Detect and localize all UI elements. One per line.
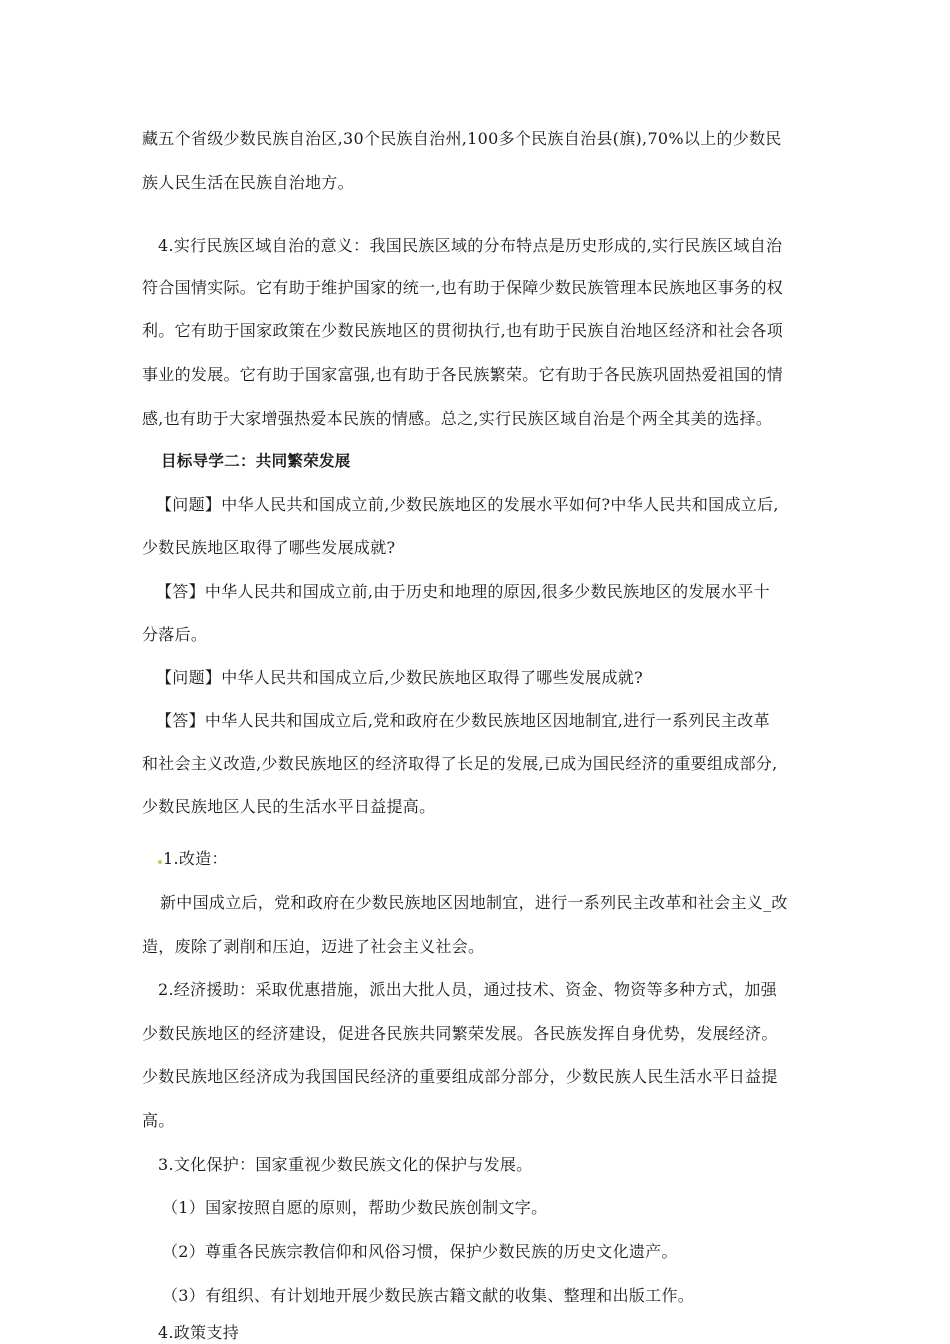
text-line: 少数民族地区经济成为我国国民经济的重要组成部分部分，少数民族人民生活水平日益提 (142, 1067, 778, 1086)
text-line: 族人民生活在民族自治地方。 (142, 173, 354, 192)
text-line (158, 846, 228, 869)
text-line: 新中国成立后，党和政府在少数民族地区因地制宜，进行一系列民主改革和社会主义_改 (160, 893, 788, 912)
text-line: 分落后。 (142, 625, 208, 644)
section-heading: 目标导学二：共同繁荣发展 (161, 452, 351, 470)
text-line: 4.实行民族区域自治的意义：我国民族区域的分布特点是历史形成的,实行民族区域自治 (158, 236, 783, 255)
text-line: 造，废除了剥削和压迫，迈进了社会主义社会。 (142, 937, 485, 956)
text-line: 【答】中华人民共和国成立后,党和政府在少数民族地区因地制宜,进行一系列民主改革 (156, 711, 770, 730)
text-line: 和社会主义改造,少数民族地区的经济取得了长足的发展,已成为国民经济的重要组成部分, (142, 754, 778, 773)
text-line: 【答】中华人民共和国成立前,由于历史和地理的原因,很多少数民族地区的发展水平十 (156, 582, 770, 601)
text-line: （3）有组织、有计划地开展少数民族古籍文献的收集、整理和出版工作。 (162, 1286, 695, 1305)
text-line: （2）尊重各民族宗教信仰和风俗习惯，保护少数民族的历史文化遗产。 (162, 1242, 678, 1261)
text-line: （1）国家按照自愿的原则，帮助少数民族创制文字。 (162, 1198, 548, 1217)
text-line: 少数民族地区人民的生活水平日益提高。 (142, 797, 436, 816)
text-line: 【问题】中华人民共和国成立后,少数民族地区取得了哪些发展成就? (156, 668, 643, 687)
margin-mark-icon (158, 860, 162, 864)
text-line: 【问题】中华人民共和国成立前,少数民族地区的发展水平如何?中华人民共和国成立后, (156, 495, 779, 514)
text-line: 符合国情实际。它有助于维护国家的统一,也有助于保障少数民族管理本民族地区事务的权 (142, 278, 784, 297)
text-line: 感,也有助于大家增强热爱本民族的情感。总之,实行民族区域自治是个两全其美的选择。 (142, 409, 773, 428)
text-line: 3.文化保护：国家重视少数民族文化的保护与发展。 (158, 1155, 533, 1174)
text-line: 少数民族地区的经济建设，促进各民族共同繁荣发展。各民族发挥自身优势，发展经济。 (142, 1024, 778, 1043)
text-line-content: 1.改造： (163, 849, 228, 868)
text-line: 4.政策支持 (158, 1323, 240, 1342)
text-line: 藏五个省级少数民族自治区,30个民族自治州,100多个民族自治县(旗),70%以上的少数民 (142, 129, 782, 148)
text-line: 2.经济援助：采取优惠措施，派出大批人员，通过技术、资金、物资等多种方式，加强 (158, 980, 777, 999)
text-line: 高。 (142, 1111, 175, 1130)
text-line: 事业的发展。它有助于国家富强,也有助于各民族繁荣。它有助于各民族巩固热爱祖国的情 (142, 365, 784, 384)
text-line: 少数民族地区取得了哪些发展成就? (142, 538, 396, 557)
text-line: 利。它有助于国家政策在少数民族地区的贯彻执行,也有助于民族自治地区经济和社会各项 (142, 321, 784, 340)
